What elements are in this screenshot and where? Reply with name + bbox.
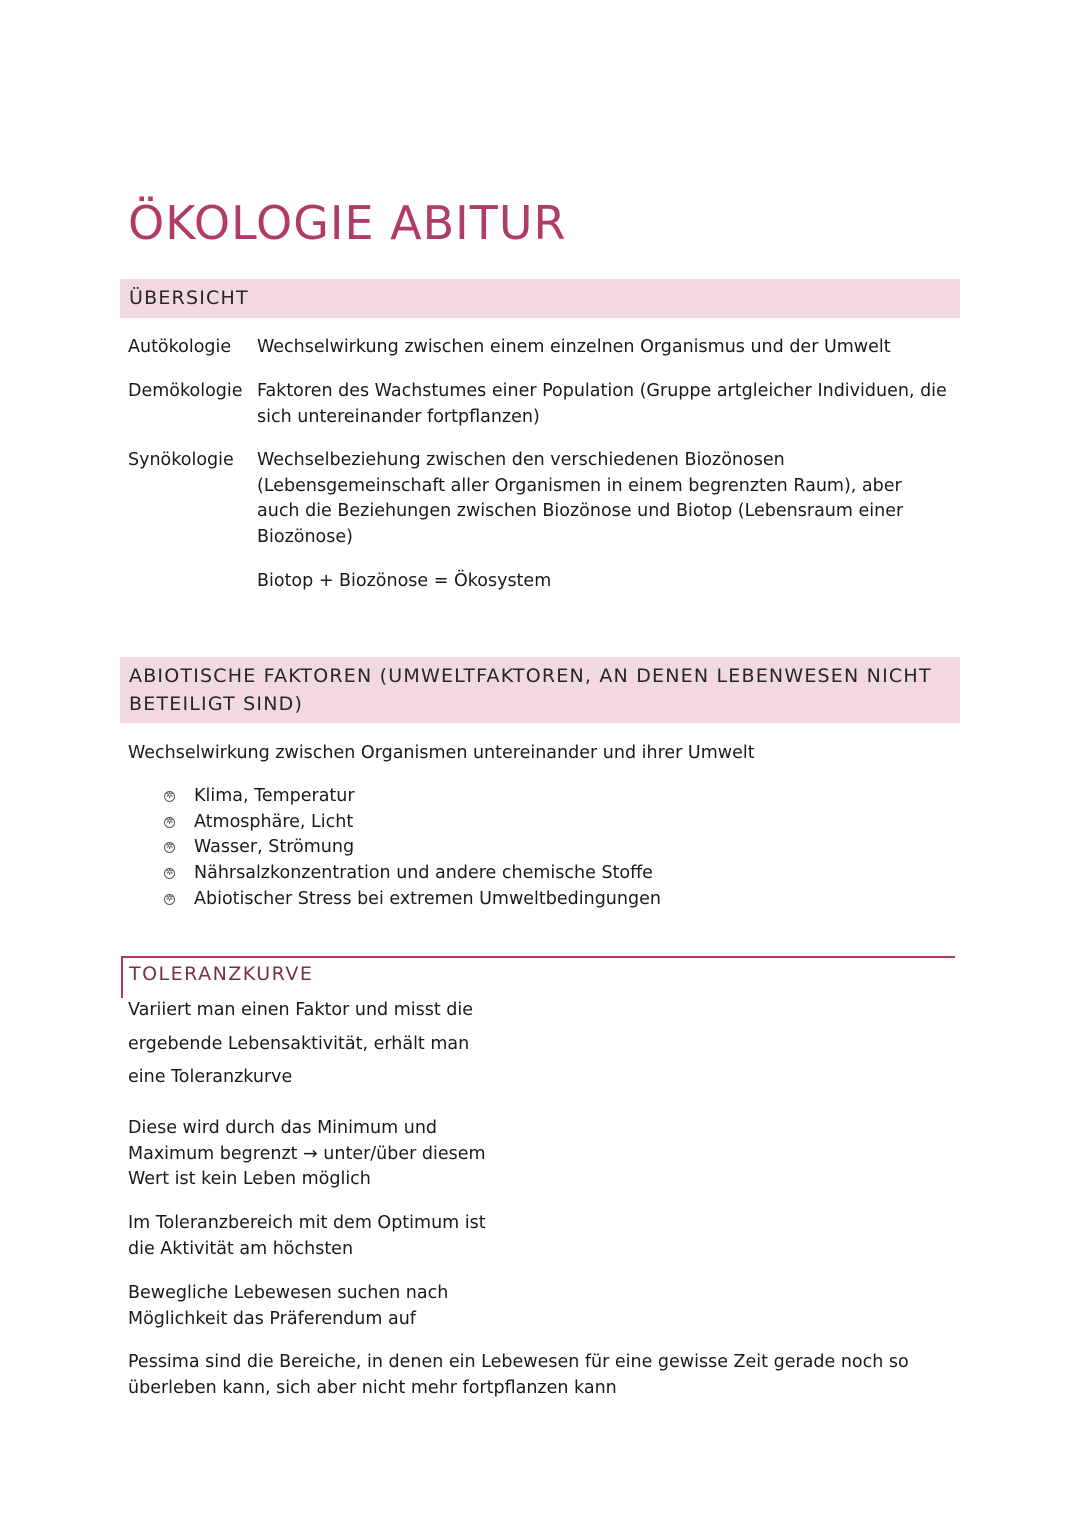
term-label: Autökologie: [128, 337, 232, 357]
list-item-text: Nährsalzkonzentration und andere chemische Stoffe: [194, 863, 653, 884]
term-definition: Wechselbeziehung zwischen den verschiedenen Biozönosen (Lebensgemeinschaft aller Organismen in einem begrenzten Raum), aber auch die Beziehungen zwischen Biozönose und Biotop (Lebensraum einer Biozönose): [257, 450, 904, 547]
list-item-text: Wasser, Strömung: [194, 837, 355, 858]
term-definition: Faktoren des Wachstumes einer Population (Gruppe artgleicher Individuen, die sich untereinander fortpflanzen): [257, 381, 947, 427]
list-item-text: Abiotischer Stress bei extremen Umweltbedingungen: [194, 888, 661, 909]
ecosystem-equation: Biotop + Biozönose = Ökosystem: [257, 571, 552, 591]
list-item-text: Atmosphäre, Licht: [194, 811, 354, 832]
abiotic-heading: ABIOTISCHE FAKTOREN (UMWELTFAKTOREN, AN DENEN LEBENWESEN NICHT BETEILIGT SIND): [120, 657, 960, 723]
term-definition: Wechselwirkung zwischen einem einzelnen Organismus und der Umwelt: [257, 337, 891, 357]
section-divider: [121, 956, 955, 958]
page-title: ÖKOLOGIE ABITUR: [128, 196, 567, 250]
tolerance-paragraph: Variiert man einen Faktor und misst die ergebende Lebensaktivität, erhält man eine Toleranzkurve: [128, 1000, 474, 1087]
bullet-icon: ✲: [165, 893, 174, 904]
tolerance-paragraph: Bewegliche Lebewesen suchen nach Möglichkeit das Präferendum auf: [128, 1283, 449, 1329]
tolerance-paragraph: Im Toleranzbereich mit dem Optimum ist die Aktivität am höchsten: [128, 1213, 486, 1259]
tolerance-paragraph: Diese wird durch das Minimum und Maximum begrenzt → unter/über diesem Wert ist kein Leben möglich: [128, 1118, 486, 1189]
list-item: [162, 861, 661, 887]
term-label: Synökologie: [128, 450, 234, 470]
term-label: Demökologie: [128, 381, 243, 401]
list-item: [162, 887, 661, 913]
bullet-icon: ✲: [165, 868, 174, 879]
list-item: [162, 835, 661, 861]
bullet-icon: ✲: [165, 791, 174, 801]
abiotic-factor-list: [162, 784, 661, 913]
list-item: [162, 784, 661, 810]
tolerance-heading: TOLERANZKURVE: [129, 963, 314, 985]
bullet-icon: ✲: [165, 816, 174, 827]
overview-heading: ÜBERSICHT: [120, 279, 960, 318]
section-accent-bar: [121, 956, 123, 998]
list-item-text: Klima, Temperatur: [194, 786, 355, 806]
list-item: [162, 810, 661, 836]
bullet-icon: ✲: [165, 842, 174, 853]
tolerance-paragraph: Pessima sind die Bereiche, in denen ein Lebewesen für eine gewisse Zeit gerade noch so überleben kann, sich aber nicht mehr fortpflanzen kann: [128, 1352, 909, 1398]
abiotic-intro: Wechselwirkung zwischen Organismen untereinander und ihrer Umwelt: [128, 743, 755, 763]
